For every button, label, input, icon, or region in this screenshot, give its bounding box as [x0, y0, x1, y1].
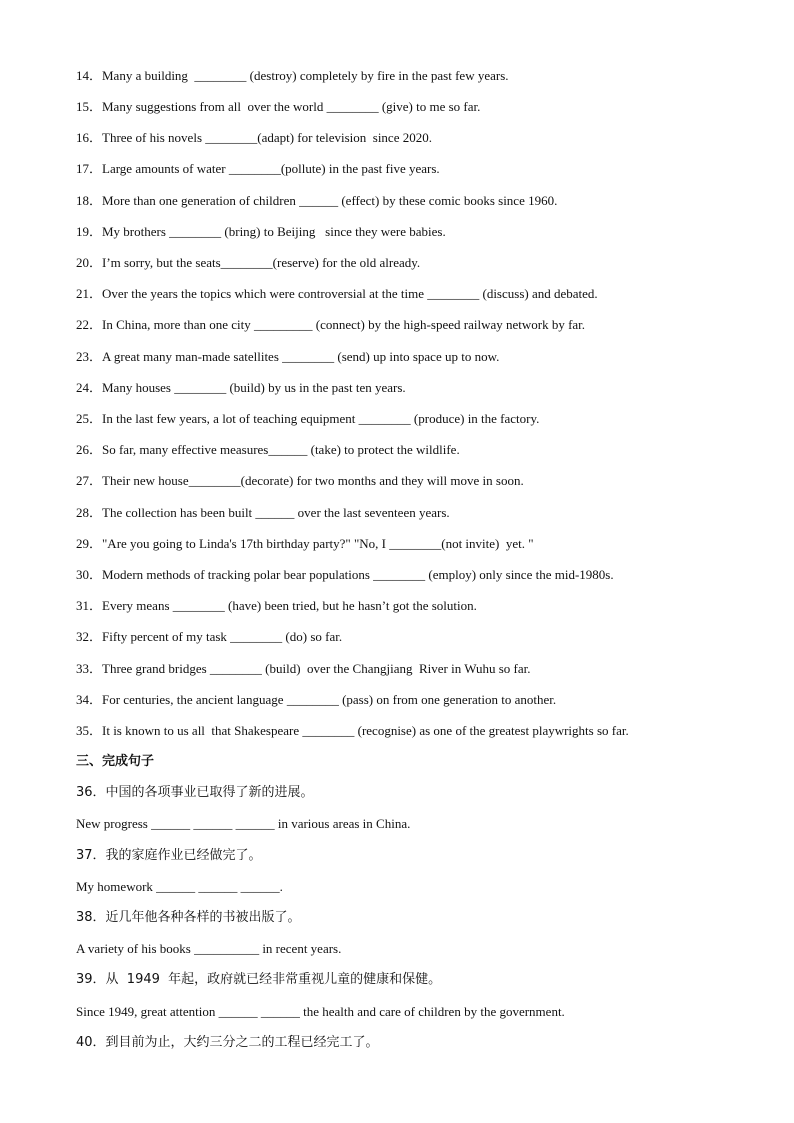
- question-24: 24．Many houses ________ (build) by us in the past ten years.: [76, 380, 406, 395]
- question-35: 35．It is known to us all that Shakespeare ________ (recognise) as one of the greatest playwrights so far.: [76, 723, 629, 738]
- question-37-sentence: My homework ______ ______ ______.: [76, 879, 283, 894]
- question-19: 19．My brothers ________ (bring) to Beijing since they were babies.: [76, 224, 446, 239]
- question-29: 29．"Are you going to Linda's 17th birthday party?" "No, I ________(not invite) yet. ": [76, 536, 534, 551]
- question-15: 15．Many suggestions from all over the world ________ (give) to me so far.: [76, 99, 481, 114]
- question-38-sentence: A variety of his books __________ in recent years.: [76, 941, 342, 956]
- question-26: 26．So far, many effective measures______ (take) to protect the wildlife.: [76, 442, 460, 457]
- question-39-prompt: 39．从 1949 年起，政府就已经非常重视儿童的健康和保健。: [76, 972, 442, 987]
- question-28: 28．The collection has been built ______ over the last seventeen years.: [76, 505, 450, 520]
- question-21: 21．Over the years the topics which were controversial at the time ________ (discuss) and debated.: [76, 286, 598, 301]
- question-32: 32．Fifty percent of my task ________ (do) so far.: [76, 629, 343, 644]
- question-40-prompt: 40．到目前为止，大约三分之二的工程已经完工了。: [76, 1035, 379, 1050]
- question-34: 34．For centuries, the ancient language ________ (pass) on from one generation to another.: [76, 692, 557, 707]
- question-31: 31．Every means ________ (have) been tried, but he hasn’t got the solution.: [76, 598, 477, 613]
- question-38-prompt: 38．近几年他各种各样的书被出版了。: [76, 910, 301, 925]
- question-20: 20．I’m sorry, but the seats________(reserve) for the old already.: [76, 255, 421, 270]
- question-23: 23．A great many man-made satellites ________ (send) up into space up to now.: [76, 349, 500, 364]
- question-22: 22．In China, more than one city _________ (connect) by the high-speed railway network by far.: [76, 317, 586, 332]
- question-39-sentence: Since 1949, great attention ______ ______ the health and care of children by the government.: [76, 1004, 565, 1019]
- question-18: 18．More than one generation of children ______ (effect) by these comic books since 1960.: [76, 193, 558, 208]
- section-heading-complete-sentences: 三、完成句子: [76, 754, 155, 769]
- question-16: 16．Three of his novels ________(adapt) for television since 2020.: [76, 130, 432, 145]
- question-27: 27．Their new house________(decorate) for two months and they will move in soon.: [76, 473, 524, 488]
- question-25: 25．In the last few years, a lot of teaching equipment ________ (produce) in the factory.: [76, 411, 540, 426]
- question-14: 14．Many a building ________ (destroy) completely by fire in the past few years.: [76, 68, 509, 83]
- question-37-prompt: 37．我的家庭作业已经做完了。: [76, 848, 262, 863]
- question-30: 30．Modern methods of tracking polar bear populations ________ (employ) only since the mid-1980s.: [76, 567, 614, 582]
- question-36-sentence: New progress ______ ______ ______ in various areas in China.: [76, 816, 411, 831]
- question-36-prompt: 36．中国的各项事业已取得了新的进展。: [76, 785, 314, 800]
- question-17: 17．Large amounts of water ________(pollute) in the past five years.: [76, 161, 440, 176]
- question-33: 33．Three grand bridges ________ (build) over the Changjiang River in Wuhu so far.: [76, 661, 531, 676]
